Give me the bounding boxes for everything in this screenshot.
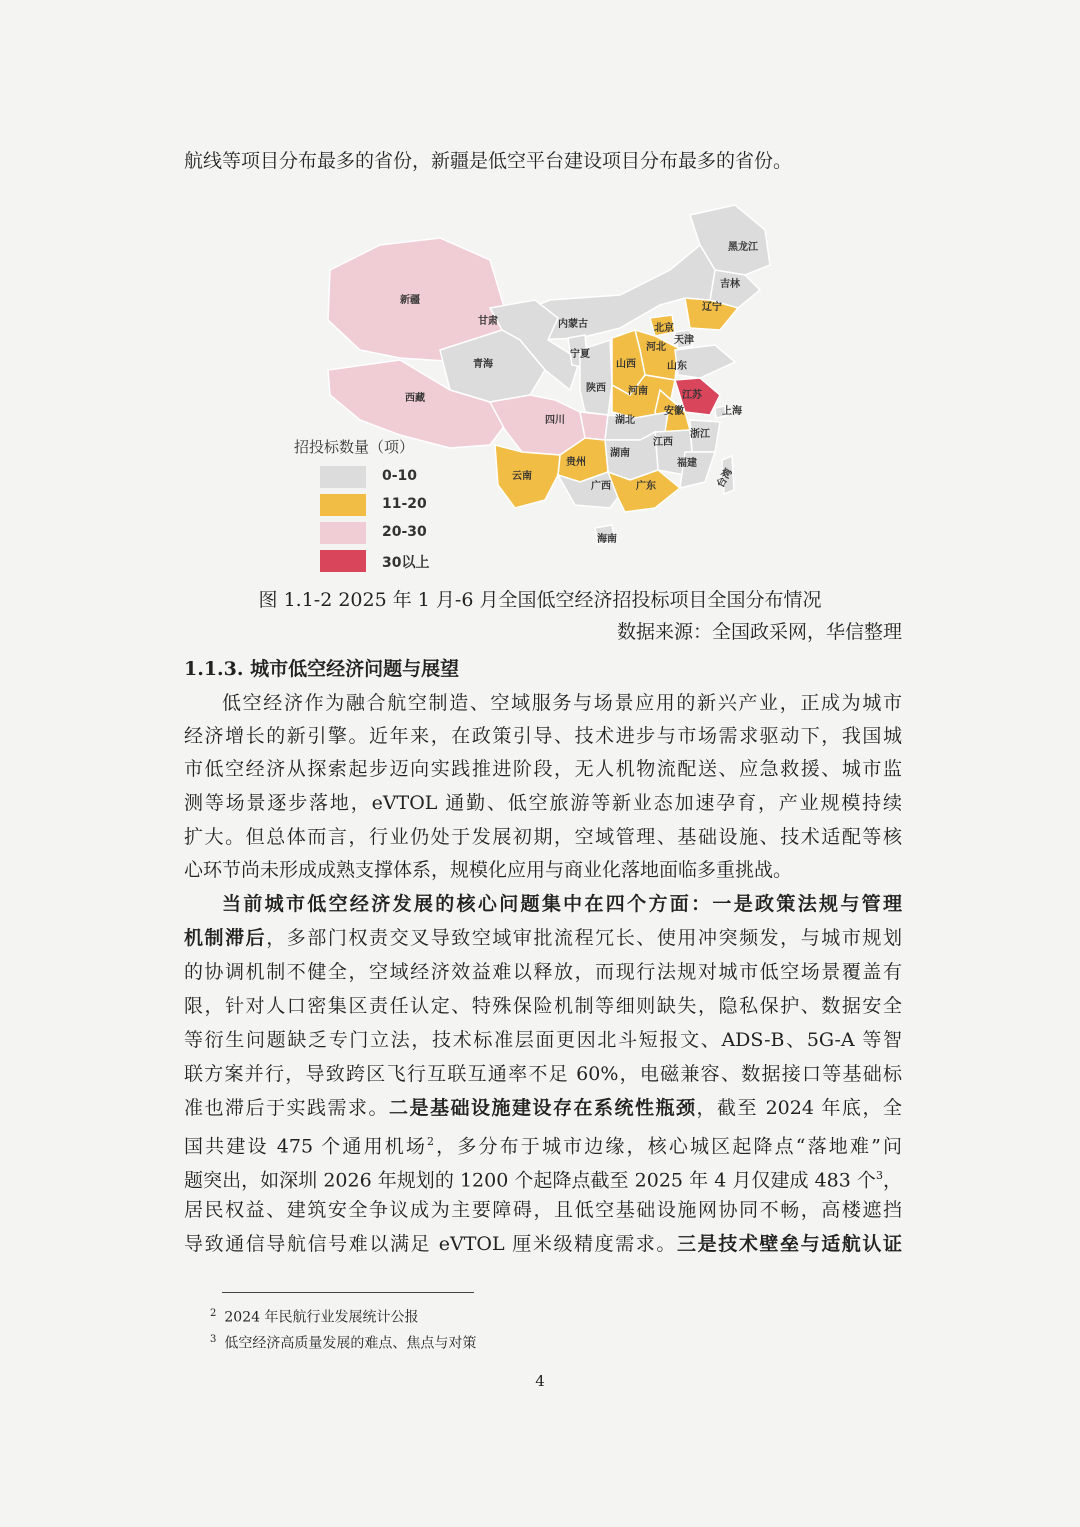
intro-line: 航线等项目分布最多的省份，新疆是低空平台建设项目分布最多的省份。: [184, 150, 793, 172]
legend-swatch: [320, 466, 366, 488]
legend-swatch: [320, 494, 366, 516]
label-shandong: 山东: [667, 361, 687, 372]
label-liaoning: 辽宁: [702, 302, 722, 313]
label-jiangsu: 江苏: [682, 390, 702, 401]
footnote-ref[interactable]: 2: [427, 1135, 435, 1148]
label-fujian: 福建: [677, 458, 697, 469]
footnote-divider: [222, 1292, 474, 1293]
paragraph-line: [184, 1091, 902, 1125]
label-hainan: 海南: [597, 534, 617, 545]
page-number: 4: [535, 1372, 545, 1390]
paragraph-line: 当前城市低空经济发展的核心问题集中在四个方面：一是政策法规与管理: [222, 893, 902, 915]
legend-label: 0-10: [382, 468, 418, 484]
section-heading: 1.1.3. 城市低空经济问题与展望: [184, 658, 460, 680]
label-xizang: 西藏: [405, 393, 425, 404]
label-yunnan: 云南: [512, 471, 532, 482]
footnote-ref[interactable]: 3: [875, 1169, 883, 1182]
footnote-text: 低空经济高质量发展的难点、焦点与对策: [224, 1335, 477, 1352]
label-sichuan: 四川: [545, 415, 565, 426]
bold-phrase: 二是基础设施建设存在系统性瓶颈: [389, 1097, 697, 1119]
region-chongqing: [580, 412, 608, 440]
paragraph-line: 扩大。但总体而言，行业仍处于发展初期，空域管理、基础设施、技术适配等核: [184, 826, 902, 848]
legend-item: [320, 494, 460, 516]
paragraph-line: 的协调机制不健全，空域经济效益难以释放，而现行法规对城市低空场景覆盖有: [184, 961, 902, 983]
paragraph-line: 低空经济作为融合航空制造、空域服务与场景应用的新兴产业，正成为城市: [222, 692, 902, 714]
legend-label: 20-30: [382, 524, 427, 540]
legend-item: [320, 550, 460, 572]
legend-swatch: [320, 550, 366, 572]
paragraph-line: [184, 921, 902, 955]
label-shaanxi: 陕西: [586, 383, 606, 394]
label-tianjin: 天津: [674, 335, 694, 346]
label-hubei: 湖北: [615, 415, 635, 426]
footnote: [210, 1303, 418, 1329]
label-taiwan: 台湾: [715, 466, 735, 490]
legend-label: 11-20: [382, 496, 427, 512]
paragraph-line: 经济增长的新引擎。近年来，在政策引导、技术进步与市场需求驱动下，我国城: [184, 725, 902, 747]
text-run: 国共建设 475 个通用机场: [184, 1135, 428, 1158]
label-anhui: 安徽: [664, 406, 684, 417]
legend-item: [320, 466, 460, 488]
label-gansu: 甘肃: [478, 316, 498, 327]
legend-swatch: [320, 522, 366, 544]
paragraph-line: [184, 1159, 902, 1197]
paragraph-line: 居民权益、建筑安全争议成为主要障碍，且低空基础设施网协同不畅，高楼遮挡: [184, 1199, 902, 1221]
label-hunan: 湖南: [610, 448, 630, 459]
footnote: [210, 1329, 476, 1355]
footnote-number: 2: [210, 1308, 217, 1319]
label-neimenggu: 内蒙古: [558, 319, 588, 330]
paragraph-line: 市低空经济从探索起步迈向实践推进阶段，无人机物流配送、应急救援、城市监: [184, 758, 902, 780]
text-run: ，多部门权责交叉导致空域审批流程冗长、使用冲突频发，与城市规划: [266, 927, 902, 949]
text-run: ，: [882, 1169, 902, 1192]
paragraph-line: 等衍生问题缺乏专门立法，技术标准层面更因北斗短报文、ADS-B、5G-A 等智: [184, 1029, 902, 1051]
text-run: ，截至 2024 年底，全: [696, 1097, 902, 1119]
label-shanxi: 山西: [616, 359, 636, 370]
label-beijing: 北京: [654, 323, 674, 334]
label-hebei: 河北: [646, 342, 666, 353]
data-source: 数据来源：全国政采网，华信整理: [616, 621, 902, 643]
legend-label: 30以上: [382, 555, 430, 571]
region-sichuan: [490, 395, 585, 455]
paragraph-line: 限，针对人口密集区责任认定、特殊保险机制等细则缺失，隐私保护、数据安全: [184, 995, 902, 1017]
text-run: ，多分布于城市边缘，核心城区起降点“落地难”问: [434, 1135, 902, 1158]
footnote-number: 3: [210, 1334, 217, 1345]
label-guizhou: 贵州: [566, 457, 586, 468]
label-jiangxi: 江西: [653, 437, 673, 448]
text-run: 准也滞后于实践需求。: [184, 1097, 390, 1119]
label-henan: 河南: [628, 386, 648, 397]
legend-item: [320, 522, 460, 544]
paragraph-line: 联方案并行，导致跨区飞行互联互通率不足 60%，电磁兼容、数据接口等基础标: [184, 1063, 902, 1085]
label-heilongjiang: 黑龙江: [728, 242, 758, 253]
paragraph-line: 心环节尚未形成成熟支撑体系，规模化应用与商业化落地面临多重挑战。: [184, 859, 793, 881]
label-zhejiang: 浙江: [690, 429, 710, 440]
paragraph-line: 测等场景逐步落地，eVTOL 通勤、低空旅游等新业态加速孕育，产业规模持续: [184, 792, 902, 814]
label-ningxia: 宁夏: [570, 349, 590, 360]
text-run: 导致通信导航信号难以满足 eVTOL 厘米级精度需求。: [184, 1233, 678, 1255]
label-qinghai: 青海: [473, 359, 493, 370]
paragraph-line: [184, 1125, 902, 1163]
legend-title: 招投标数量（项）: [294, 438, 415, 456]
text-run: 题突出，如深圳 2026 年规划的 1200 个起降点截至 2025 年 4 月仅建成 483 个: [184, 1169, 876, 1192]
label-xinjiang: 新疆: [400, 295, 420, 306]
label-shanghai: 上海: [722, 406, 742, 417]
footnote-text: 2024 年民航行业发展统计公报: [224, 1309, 419, 1326]
label-guangdong: 广东: [636, 481, 656, 492]
label-jilin: 吉林: [720, 279, 740, 290]
bold-phrase: 三是技术壁垒与适航认证: [677, 1233, 902, 1255]
paragraph-line: [184, 1227, 902, 1261]
label-guangxi: 广西: [591, 481, 611, 492]
figure-caption: 图 1.1-2 2025 年 1 月-6 月全国低空经济招投标项目全国分布情况: [258, 589, 822, 611]
bold-phrase: 机制滞后: [184, 927, 267, 949]
